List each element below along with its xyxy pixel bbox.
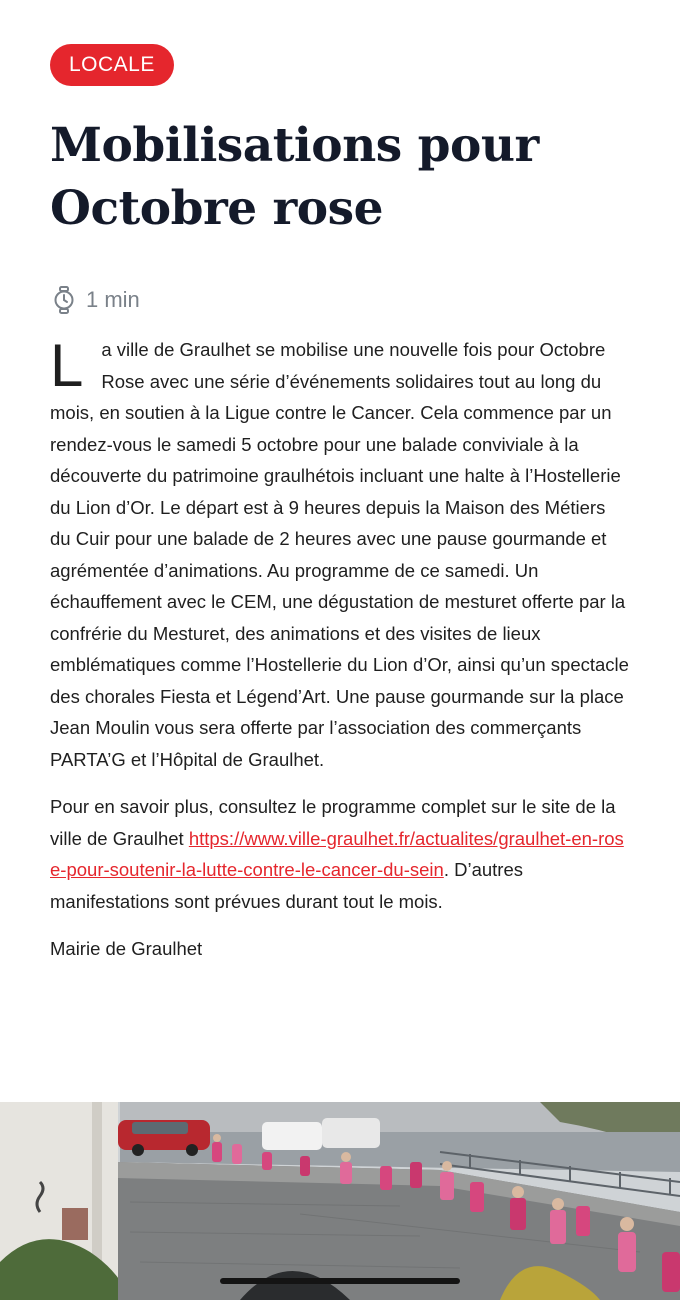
drop-cap: L xyxy=(50,332,84,399)
article-title: Mobilisations pour Octobre rose xyxy=(50,118,539,236)
program-link[interactable]: https://www.ville-graulhet.fr/actualites/graulhet-en-rose-pour-soutenir-la-lutte-contre-le-cancer-du-sein xyxy=(50,827,624,880)
paragraph-1-text: a ville de Graulhet se mobilise une nouvelle fois pour Octobre Rose avec une série d’événements solidaires tout au long du mois, en soutien à la Ligue contre le Cancer. Cela commence par un rendez-vous le samedi 5 octobre pour une balade conviviale à la découverte du patrimoine graulhétois incluant une halte à l’Hostellerie du Lion d’Or. Le départ est à 9 heures depuis la Maison des Métiers du Cuir pour une balade de 2 heures avec une pause gourmande et agrémentée d’animations. Au programme de ce samedi. Un échauffement avec le CEM, une dégustation de mesturet offerte par la confrérie du Mesturet, des animations et des visites de lieux emblématiques comme l’Hostellerie du Lion d’Or, ainsi qu’un spectacle des chorales Fiesta et Légend’Art. Une pause gourmande sur la place Jean Moulin vous sera offerte par l’association des commerçants PARTA’G et l’Hôpital de Graulhet. xyxy=(50,339,629,770)
home-indicator[interactable] xyxy=(220,1278,460,1284)
paragraph-2-text-before: Pour en savoir plus, consultez le programme complet sur le site de la ville de Graulhet xyxy=(50,796,616,849)
article-photo[interactable] xyxy=(0,1102,680,1300)
article-body xyxy=(50,334,630,965)
photo-illustration xyxy=(0,1102,680,1300)
paragraph-1 xyxy=(50,334,630,775)
paragraph-2 xyxy=(50,791,630,917)
read-time-label: 1 min xyxy=(86,287,140,312)
stopwatch-icon xyxy=(52,286,76,314)
read-time xyxy=(50,284,630,316)
category-badge[interactable]: LOCALE xyxy=(50,44,174,86)
article-author: Mairie de Graulhet xyxy=(50,938,203,959)
paragraph-2-text-after: . D’autres manifestations sont prévues durant tout le mois. xyxy=(50,859,523,912)
